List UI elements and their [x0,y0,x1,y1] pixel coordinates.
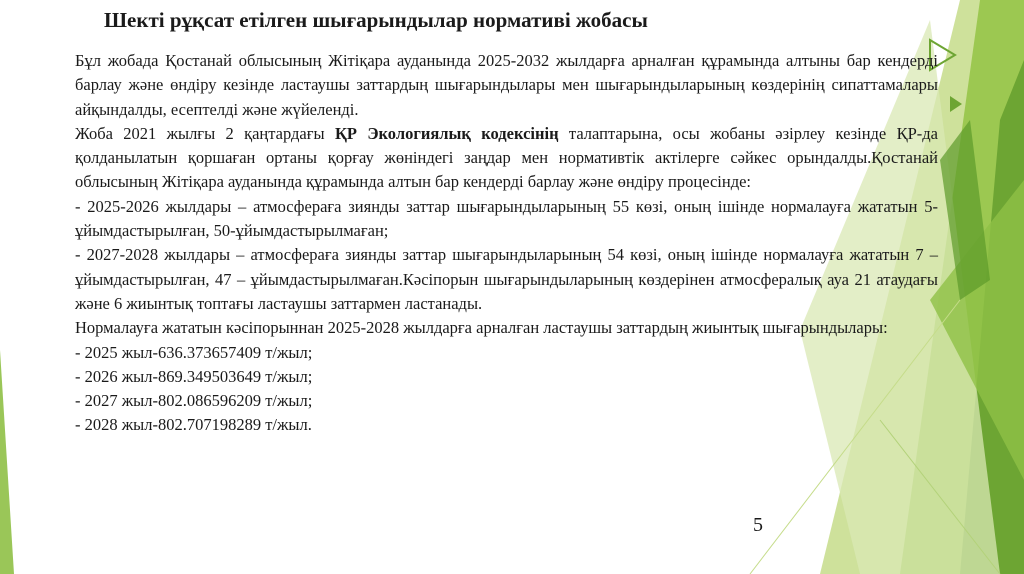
total-2028: - 2028 жыл-802.707198289 т/жыл. [75,415,312,435]
page-number: 5 [753,514,763,536]
slide-body [75,49,938,438]
total-2026: - 2026 жыл-869.349503649 т/жыл; [75,366,313,386]
list-item-1: - 2025-2026 жылдары – атмосфераға зиянды заттар шығарындыларының 55 көзі, оның ішінде нормалауға жататын 5-ұйымдастырылған, 50-ұйымдастырылмаған; [75,196,938,241]
total-2027: - 2027 жыл-802.086596209 т/жыл; [75,391,313,411]
paragraph-2-text-a: Жоба 2021 жылғы 2 қаңтардағы [75,123,335,143]
list-item-2: - 2027-2028 жылдары – атмосфераға зиянды заттар шығарындыларының 54 көзі, оның ішінде нормалауға жататын 7 – ұйымдастырылған, 47 – ұйымдастырылмаған.Кәсіпорын шығарындыларының көздерінен атмосфералық ауа 21 атаудағы және 6 жиынтық топтағы ластаушы заттармен ластанады. [75,245,938,313]
paragraph-2-text-b: талаптарына, осы жобаны әзірлеу кезінде ҚР-да қолданылатын қоршаған ортаны қорғау жөніндегі заңдар мен нормативтік актілерге сәйкес орындалды.Қостанай облысының Жітіқара ауданында құрамында алтын бар кендерді барлау және өндіру процесінде: [75,123,938,192]
paragraph-2 [75,122,938,195]
total-2025: - 2025 жыл-636.373657409 т/жыл; [75,342,313,362]
paragraph-1-text: Бұл жобада Қостанай облысының Жітіқара ауданында 2025-2032 жылдарға арналған құрамында алтыны бар кендерді барлау және өндіру кезінде ластаушы заттардың шығарындылары мен шығарындыларының көздерінің сипаттамалары айқындалды, есептелді және жүйеленді. [75,51,938,119]
paragraph-3: Нормалауға жататын кәсіпорыннан 2025-2028 жылдарға арналған ластаушы заттардың жиынтық шығарындылары: [75,318,888,338]
slide-title: Шекті рұқсат етілген шығарындылар нормативі жобасы [104,8,648,32]
left-stripe [0,350,14,574]
paragraph-1 [75,49,938,122]
paragraph-2-bold: ҚР Экологиялық кодексінің [334,123,559,143]
